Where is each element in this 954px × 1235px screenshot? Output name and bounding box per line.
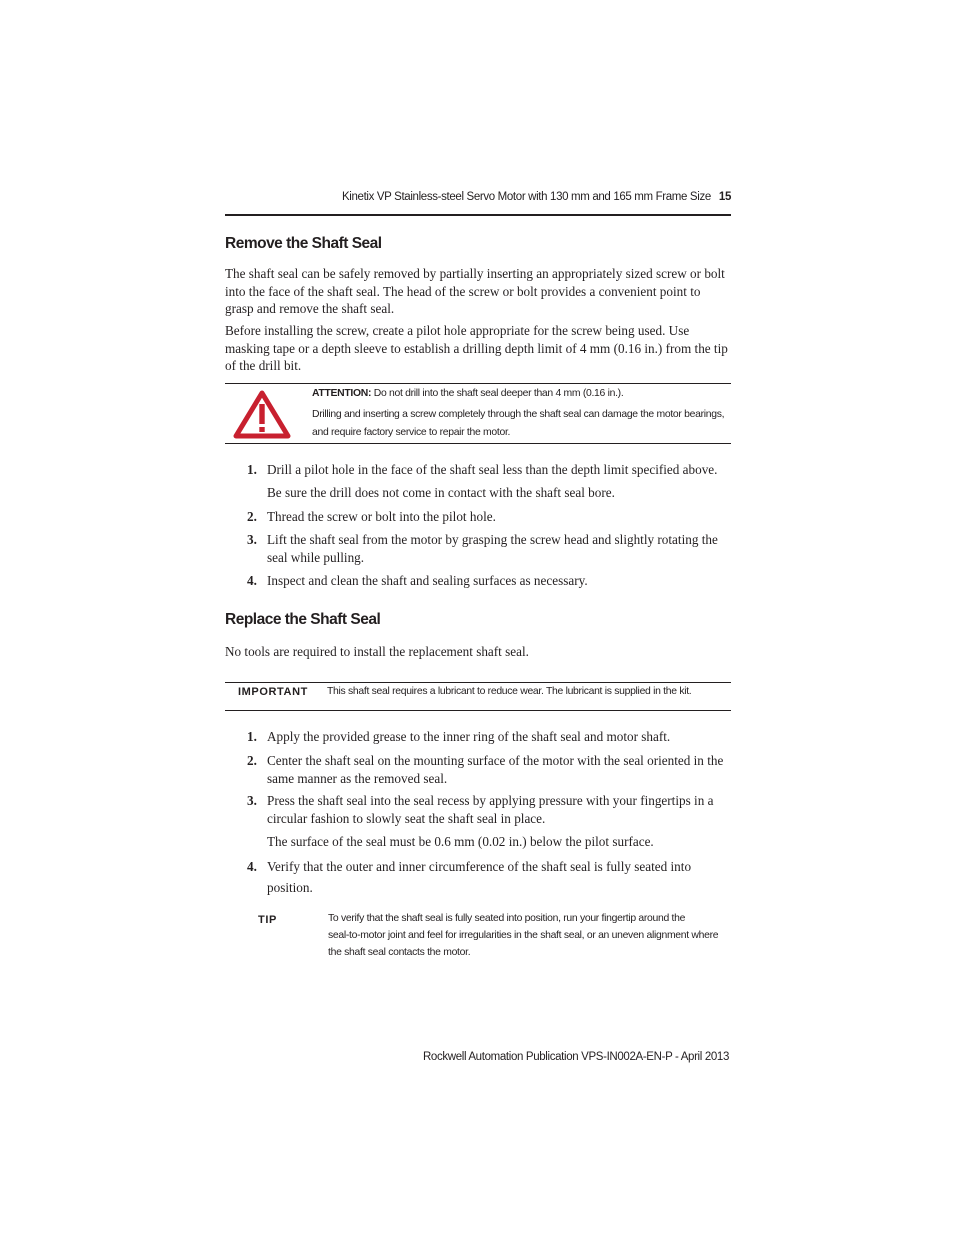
running-header <box>225 191 731 203</box>
step-text: Center the shaft seal on the mounting surface of the motor with the seal oriented in the same manner as the removed seal. <box>267 753 724 786</box>
tip-line-1: To verify that the shaft seal is fully seated into position, run your fingertip around the <box>328 913 686 924</box>
remove-paragraph-2: Before installing the screw, create a pilot hole appropriate for the screw being used. Use masking tape or a depth sleeve to establish a drilling depth limit of 4 mm (0.16 in.) from the tip of the drill bit. <box>225 323 728 373</box>
attention-line-1 <box>312 385 623 403</box>
page-number: 15 <box>718 191 731 203</box>
step-number: 1. <box>247 462 257 477</box>
step-number: 4. <box>247 573 257 588</box>
publication-footer: Rockwell Automation Publication VPS-IN002A-EN-P - April 2013 <box>422 1051 729 1063</box>
tip-line-3: the shaft seal contacts the motor. <box>328 947 471 958</box>
attention-text-1: Do not drill into the shaft seal deeper than 4 mm (0.16 in.). <box>373 388 624 399</box>
remove-step-1-note: Be sure the drill does not come in contact with the shaft seal bore. <box>267 485 615 500</box>
step-text: Verify that the outer and inner circumference of the shaft seal is fully seated into position. <box>267 859 692 895</box>
attention-line-3: and require factory service to repair the motor. <box>312 427 511 438</box>
important-text: This shaft seal requires a lubricant to reduce wear. The lubricant is supplied in the kit. <box>327 686 692 697</box>
step-number: 1. <box>247 729 257 744</box>
tip-label: TIP <box>258 914 277 926</box>
running-title: Kinetix VP Stainless-steel Servo Motor with 130 mm and 165 mm Frame Size <box>341 191 711 203</box>
replace-intro: No tools are required to install the replacement shaft seal. <box>225 644 529 659</box>
attention-label: ATTENTION: <box>312 388 372 399</box>
warning-triangle-icon <box>233 390 291 440</box>
attention-line-2: Drilling and inserting a screw completely through the shaft seal can damage the motor bearings, <box>312 409 725 420</box>
section-heading-replace: Replace the Shaft Seal <box>225 611 381 628</box>
important-label: IMPORTANT <box>238 686 308 698</box>
section-heading-remove: Remove the Shaft Seal <box>225 235 382 252</box>
step-text: Apply the provided grease to the inner ring of the shaft seal and motor shaft. <box>267 729 671 744</box>
attention-box <box>225 383 731 444</box>
step-text: Press the shaft seal into the seal recess by applying pressure with your fingertips in a circular fashion to slowly seat the shaft seal in place. <box>267 793 714 826</box>
important-box <box>225 682 731 711</box>
step-number: 3. <box>247 793 257 808</box>
step-number: 3. <box>247 532 257 547</box>
step-text: Lift the shaft seal from the motor by grasping the screw head and slightly rotating the seal while pulling. <box>267 532 718 565</box>
step-text: Thread the screw or bolt into the pilot hole. <box>267 509 496 524</box>
tip-line-2: seal-to-motor joint and feel for irregularities in the shaft seal, or an uneven alignment where <box>328 930 719 941</box>
step-number: 2. <box>247 509 257 524</box>
header-rule <box>225 214 731 216</box>
remove-paragraph-1: The shaft seal can be safely removed by partially inserting an appropriately sized screw or bolt into the face of the shaft seal. The head of the screw or bolt provides a convenient point to grasp and remove the shaft seal. <box>225 266 725 316</box>
step-text: Drill a pilot hole in the face of the shaft seal less than the depth limit specified above. <box>267 462 718 477</box>
step-number: 2. <box>247 753 257 768</box>
step-number: 4. <box>247 859 257 874</box>
replace-step-3-note: The surface of the seal must be 0.6 mm (0.02 in.) below the pilot surface. <box>267 834 654 849</box>
step-text: Inspect and clean the shaft and sealing surfaces as necessary. <box>267 573 588 588</box>
